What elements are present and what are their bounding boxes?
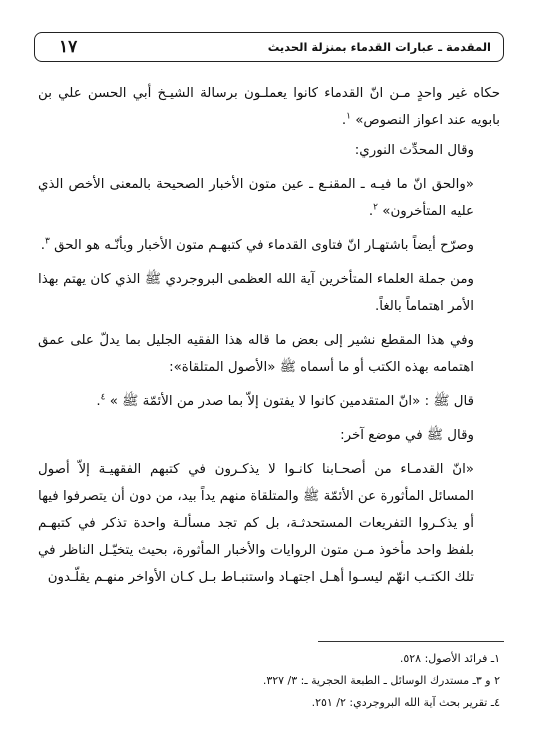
paragraph-text: وقال المحدِّث النوري: [354,143,474,158]
page-number: ١٧ [59,37,78,57]
running-title: المقدمة ـ عبارات القدماء بمنزلة الحديث [267,40,491,54]
footnote-marker: ٤ [100,392,106,403]
paragraph [38,422,500,449]
main-text [38,80,500,598]
footnote-marker: ٢ [373,202,378,213]
footnote: ٤ـ تقرير بحث آية الله البروجردي: ٢/ ٢٥١. [311,696,500,709]
footnote-separator [318,641,504,642]
paragraph-text: حكاه غير واحدٍ مـن انّ القدماء كانوا يعملـون برسالة الشيـخ أبي الحسن علي بن بابويه عند اعواز النصوص» [38,86,500,128]
quote-paragraph: «والحق انّ ما فيـه ـ المقنـع ـ عين متون الأخبار الصحيحة بالمعنى الأخص الذي عليه المتأخرون» $^٢$. [38,177,474,219]
footnote-marker: ٣ [45,236,50,247]
paragraph-text: وصرّح أيضاً باشتهـار انّ فتاوى القدماء في كتبهـم متون الأخبار وبأنّـه هو الحق [54,238,474,253]
paragraph-text: وفي هذا المقطع نشير إلى بعض ما قاله هذا الفقيه الجليل بما يدلّ على عمق اهتمامه بهذه الكتب أو ما أسماه ﷺ «الأصول المتلقاة»: [38,333,474,375]
footnote: ٢ و ٣ـ مستدرك الوسائل ـ الطبعة الحجرية ـ: ٣/ ٣٢٧. [262,674,500,687]
footnote-marker: ١ [346,111,351,122]
paragraph [38,137,500,164]
page-header [34,32,504,62]
paragraph [38,327,500,381]
footnote: ١ـ فرائد الأصول: ٥٢٨. [399,652,500,665]
paragraph-text: «والحق انّ ما فيـه ـ المقنـع ـ عين متون الأخبار الصحيحة بالمعنى الأخص الذي عليه المتأخرون» [38,177,474,219]
footnotes [38,648,500,714]
quote-paragraph [38,456,500,591]
paragraph-text: «انّ القدمـاء من أصحـابنا كانـوا لا يذكـرون في كتبهم الفقهيـة إلاّ أصول المسائل المأثورة عن الأئمّة ﷺ والمتلقاة منهم يداً بيد، من دون أن يتصرفوا فيها أو يذكـروا التفريعات المستحدثـة، بل كم تجد مسألـة واحدة تذكر في كتبهـم بلفظ واحد مأخوذ مـن متون الروايات والأخبار المأثورة، بحيث يتخيّـل الناظر في تلك الكتـب انهّم ليسـوا أهـل اجتهـاد واستنبـاط بـل كـان الأواخر منهـم يقلّـدون [38,462,474,585]
paragraph-text: ومن جملة العلماء المتأخرين آية الله العظمى البروجردي ﷺ الذي كان يهتم بهذا الأمر اهتماماً بالغاً. [38,272,474,314]
paragraph [38,266,500,320]
paragraph-text: قال ﷺ : «انّ المتقدمين كانوا لا يفتون إلاّ بما صدر من الأئمّة ﷺ » [109,394,474,409]
quote-paragraph: قال ﷺ : «انّ المتقدمين كانوا لا يفتون إلاّ بما صدر من الأئمّة ﷺ » $^٤$. [96,392,474,409]
paragraph: حكاه غير واحدٍ مـن انّ القدماء كانوا يعملـون برسالة الشيـخ أبي الحسن علي بن بابويه عند اعواز النصوص» $^١$. [38,86,500,128]
paragraph: وصرّح أيضاً باشتهـار انّ فتاوى القدماء في كتبهـم متون الأخبار وبأنّـه هو الحق $^٣$. [40,236,474,253]
paragraph-text: وقال ﷺ في موضع آخر: [340,428,474,443]
